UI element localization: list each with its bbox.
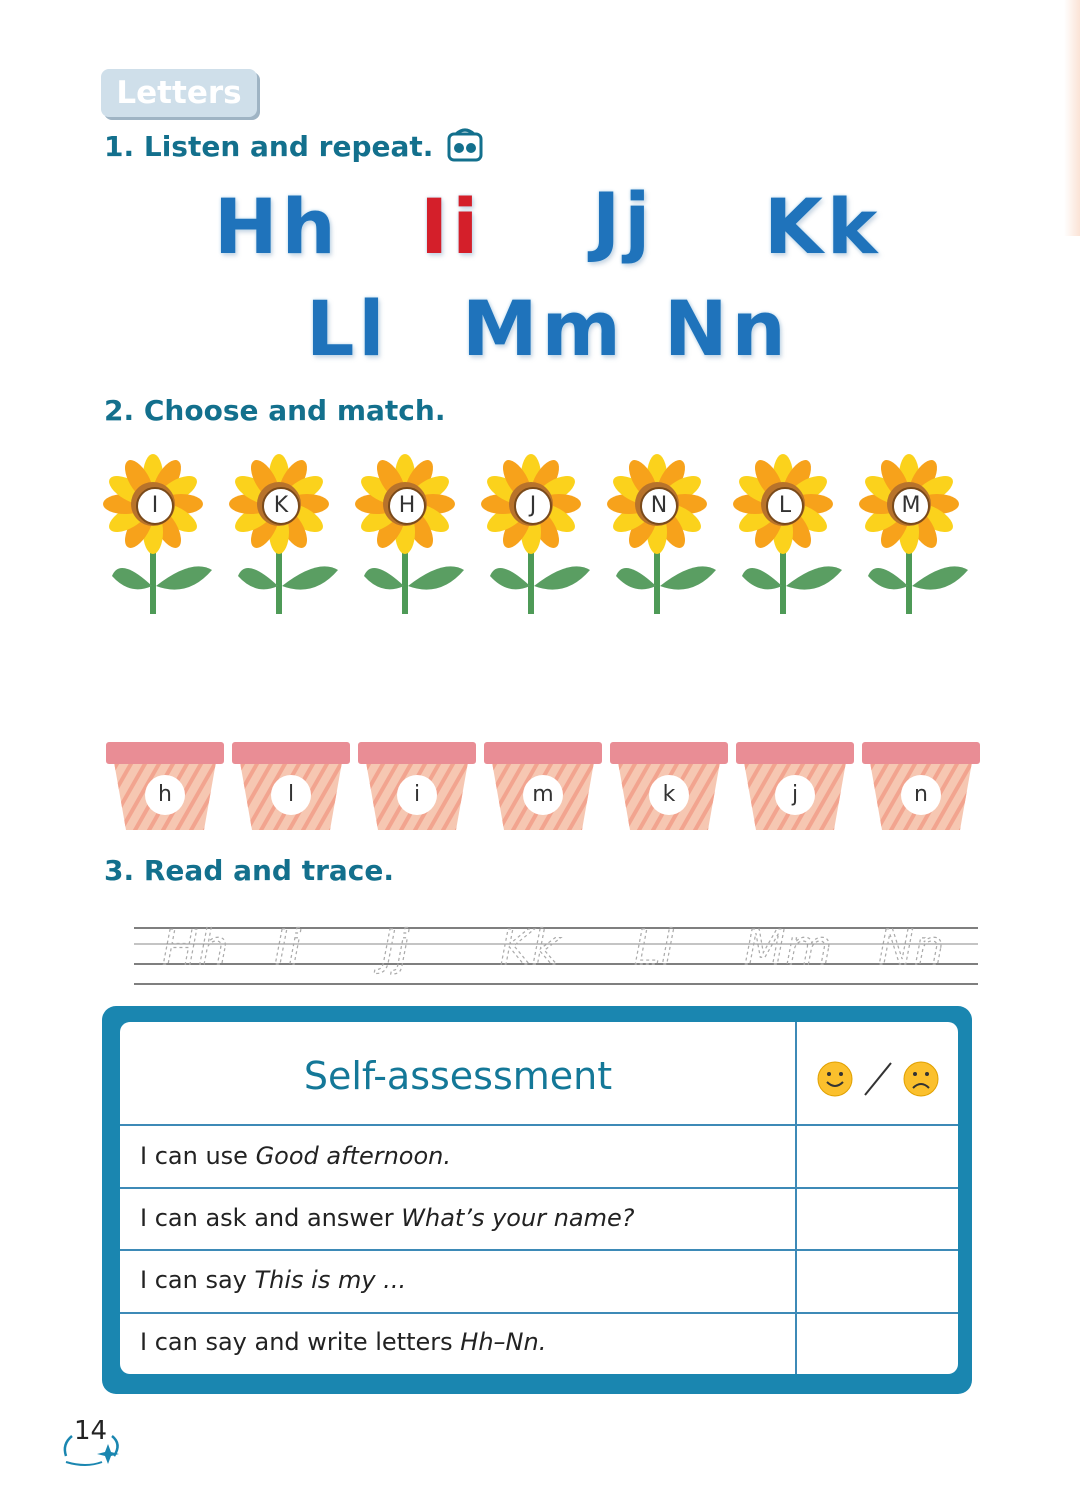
sad-face-icon bbox=[904, 1062, 938, 1096]
flowerpot-k[interactable] bbox=[610, 742, 728, 832]
star-icon bbox=[97, 1444, 119, 1464]
row-divider bbox=[120, 1124, 958, 1126]
letter-pair-mm: Mm bbox=[462, 284, 625, 373]
pot-letter: l bbox=[271, 775, 311, 815]
row-divider bbox=[120, 1312, 958, 1314]
flower-letter: I bbox=[136, 487, 174, 525]
page-number bbox=[56, 1414, 128, 1474]
flower-h[interactable] bbox=[352, 446, 478, 626]
self-assessment-table bbox=[120, 1022, 958, 1374]
letter-pair-kk: Kk bbox=[764, 182, 882, 271]
flower-n[interactable] bbox=[604, 446, 730, 626]
flower-m[interactable] bbox=[856, 446, 982, 626]
letter-pair-nn: Nn bbox=[664, 284, 790, 373]
letter-pair-jj: Jj bbox=[592, 176, 655, 265]
flower-letter: N bbox=[640, 487, 678, 525]
self-assessment-title: Self-assessment bbox=[303, 1054, 613, 1098]
flowerpot-j[interactable] bbox=[736, 742, 854, 832]
exercise-3-heading: 3. Read and trace. bbox=[104, 854, 395, 887]
page-edge-decoration bbox=[1064, 0, 1080, 236]
flowerpot-l[interactable] bbox=[232, 742, 350, 832]
flower-k[interactable] bbox=[226, 446, 352, 626]
slash-divider bbox=[865, 1063, 891, 1095]
flower-row bbox=[0, 446, 1080, 626]
flower-i[interactable] bbox=[100, 446, 226, 626]
flower-letter: H bbox=[388, 487, 426, 525]
flower-j[interactable] bbox=[478, 446, 604, 626]
letter-pair-hh: Hh bbox=[214, 182, 340, 271]
column-divider bbox=[795, 1022, 797, 1374]
page-number-text: 14 bbox=[74, 1416, 108, 1446]
flowerpot-n[interactable] bbox=[862, 742, 980, 832]
trace-letters-jj: Jj bbox=[382, 920, 410, 976]
flowerpot-i[interactable] bbox=[358, 742, 476, 832]
flower-letter: J bbox=[514, 487, 552, 525]
flower-letter: K bbox=[262, 487, 300, 525]
pot-letter: k bbox=[649, 775, 689, 815]
exercise-2-heading: 2. Choose and match. bbox=[104, 394, 446, 427]
trace-letters-kk: Kk bbox=[500, 920, 560, 976]
headphones-icon[interactable] bbox=[447, 128, 483, 162]
row-divider bbox=[120, 1187, 958, 1189]
flowerpot-m[interactable] bbox=[484, 742, 602, 832]
flowerpot-h[interactable] bbox=[106, 742, 224, 832]
trace-letters-hh: Hh bbox=[162, 920, 229, 976]
letter-pair-ii: Ii bbox=[420, 182, 483, 271]
exercise-1-title: 1. Listen and repeat. bbox=[104, 130, 434, 163]
assessment-faces bbox=[817, 1059, 943, 1103]
trace-letters-ll: Ll bbox=[634, 920, 675, 976]
trace-letters-ii: Ii bbox=[274, 920, 302, 976]
pot-letter: n bbox=[901, 775, 941, 815]
tracing-lines[interactable] bbox=[134, 904, 978, 996]
trace-letters-nn: Nn bbox=[878, 920, 945, 976]
pot-letter: h bbox=[145, 775, 185, 815]
trace-letters-mm: Mm bbox=[744, 920, 833, 976]
assessment-row-2: I can ask and answer What’s your name? bbox=[140, 1204, 635, 1232]
flower-l[interactable] bbox=[730, 446, 856, 626]
letter-pair-ll: Ll bbox=[306, 284, 389, 373]
row-divider bbox=[120, 1249, 958, 1251]
assessment-row-3: I can say This is my ... bbox=[140, 1266, 407, 1294]
pot-letter: m bbox=[523, 775, 563, 815]
section-tag: Letters bbox=[101, 69, 257, 117]
flower-letter: L bbox=[766, 487, 804, 525]
pot-letter: i bbox=[397, 775, 437, 815]
pot-letter: j bbox=[775, 775, 815, 815]
assessment-row-1: I can use Good afternoon. bbox=[140, 1142, 452, 1170]
exercise-1-heading bbox=[104, 128, 483, 163]
happy-face-icon bbox=[818, 1062, 852, 1096]
flower-letter: M bbox=[892, 487, 930, 525]
assessment-row-4: I can say and write letters Hh–Nn. bbox=[140, 1328, 547, 1356]
